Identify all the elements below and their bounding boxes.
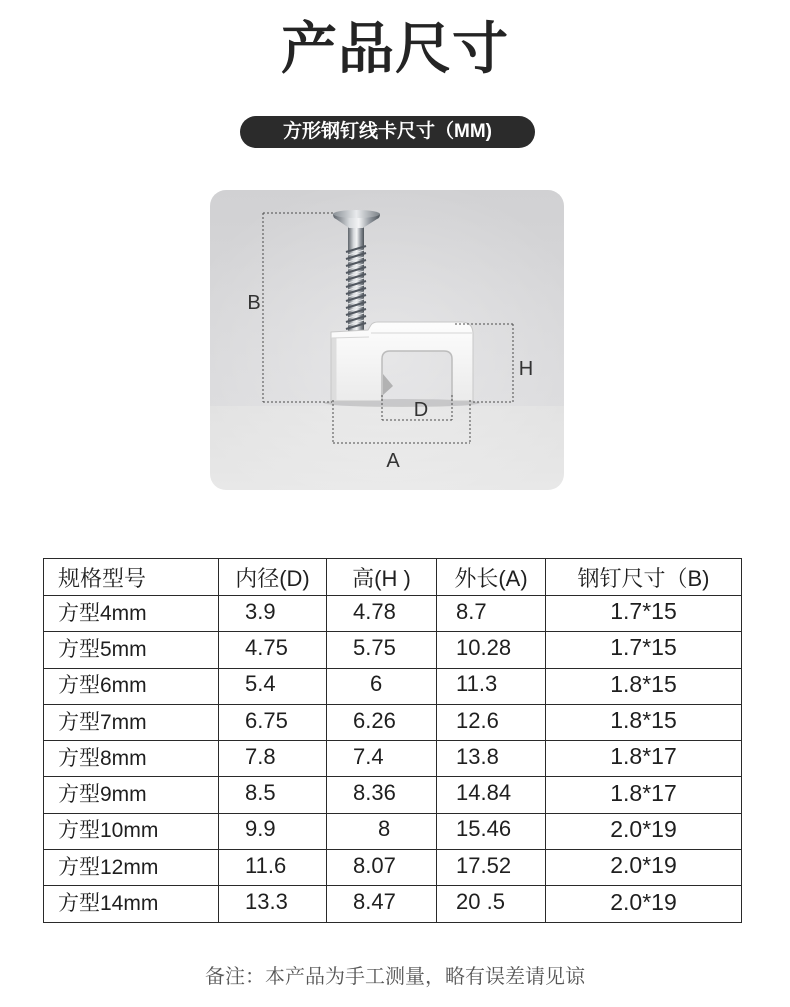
cell-model: 方型7mm [44,704,219,740]
table-row [44,886,742,922]
cell-nail-size: 2.0*19 [546,850,742,886]
cell-nail-size: 1.7*15 [546,632,742,668]
cell-height: 7.4 [327,741,437,777]
cell-inner-diameter: 7.8 [219,741,327,777]
header-nail-size: 钢钉尺寸（B) [546,559,742,596]
spec-table [43,558,742,923]
dimension-d-label: D [413,399,429,421]
cell-height: 8 [327,813,437,849]
table-row [44,596,742,632]
cell-outer-length: 14.84 [437,777,546,813]
cell-nail-size: 1.8*15 [546,668,742,704]
cell-outer-length: 17.52 [437,850,546,886]
table-row [44,704,742,740]
cell-height: 6 [327,668,437,704]
cell-outer-length: 11.3 [437,668,546,704]
measurement-note: 备注：本产品为手工测量，略有误差请见谅 [205,966,585,988]
cell-inner-diameter: 5.4 [219,668,327,704]
cell-inner-diameter: 6.75 [219,704,327,740]
cell-outer-length: 8.7 [437,596,546,632]
cell-model: 方型9mm [44,777,219,813]
table-header-row [44,559,742,596]
spec-table-body [44,596,742,923]
cell-inner-diameter: 13.3 [219,886,327,922]
cell-height: 4.78 [327,596,437,632]
cell-height: 5.75 [327,632,437,668]
table-row [44,741,742,777]
cell-nail-size: 1.8*17 [546,741,742,777]
cell-nail-size: 1.7*15 [546,596,742,632]
header-model: 规格型号 [44,559,219,596]
cell-nail-size: 1.8*17 [546,777,742,813]
cell-nail-size: 2.0*19 [546,886,742,922]
cell-outer-length: 20 .5 [437,886,546,922]
dimension-h-label: H [518,358,534,380]
spec-table-head [44,559,742,596]
header-height: 高(H ) [327,559,437,596]
cell-inner-diameter: 8.5 [219,777,327,813]
product-diagram [210,190,564,490]
cell-outer-length: 12.6 [437,704,546,740]
product-diagram-drawing [210,190,564,490]
cell-outer-length: 15.46 [437,813,546,849]
cell-model: 方型14mm [44,886,219,922]
cell-model: 方型8mm [44,741,219,777]
cell-outer-length: 10.28 [437,632,546,668]
cell-height: 8.07 [327,850,437,886]
table-row [44,850,742,886]
cell-inner-diameter: 4.75 [219,632,327,668]
section-badge [240,116,535,148]
cell-outer-length: 13.8 [437,741,546,777]
cell-height: 8.36 [327,777,437,813]
cell-height: 6.26 [327,704,437,740]
table-row [44,632,742,668]
nail-head-top [333,210,380,218]
dimension-a-label: A [386,450,400,472]
cell-height: 8.47 [327,886,437,922]
table-row [44,777,742,813]
cell-model: 方型5mm [44,632,219,668]
clip-left-side-shade [332,338,337,400]
cell-inner-diameter: 9.9 [219,813,327,849]
header-inner-diameter: 内径(D) [219,559,327,596]
header-outer-length: 外长(A) [437,559,546,596]
cell-model: 方型12mm [44,850,219,886]
table-row [44,668,742,704]
table-row [44,813,742,849]
dimension-b-label: B [247,292,261,314]
cell-inner-diameter: 11.6 [219,850,327,886]
section-badge-label: 方形钢钉线卡尺寸（MM) [283,121,492,142]
cell-model: 方型6mm [44,668,219,704]
cell-model: 方型4mm [44,596,219,632]
cell-inner-diameter: 3.9 [219,596,327,632]
cell-model: 方型10mm [44,813,219,849]
cell-nail-size: 1.8*15 [546,704,742,740]
page-title: 产品尺寸 [281,17,509,80]
cell-nail-size: 2.0*19 [546,813,742,849]
